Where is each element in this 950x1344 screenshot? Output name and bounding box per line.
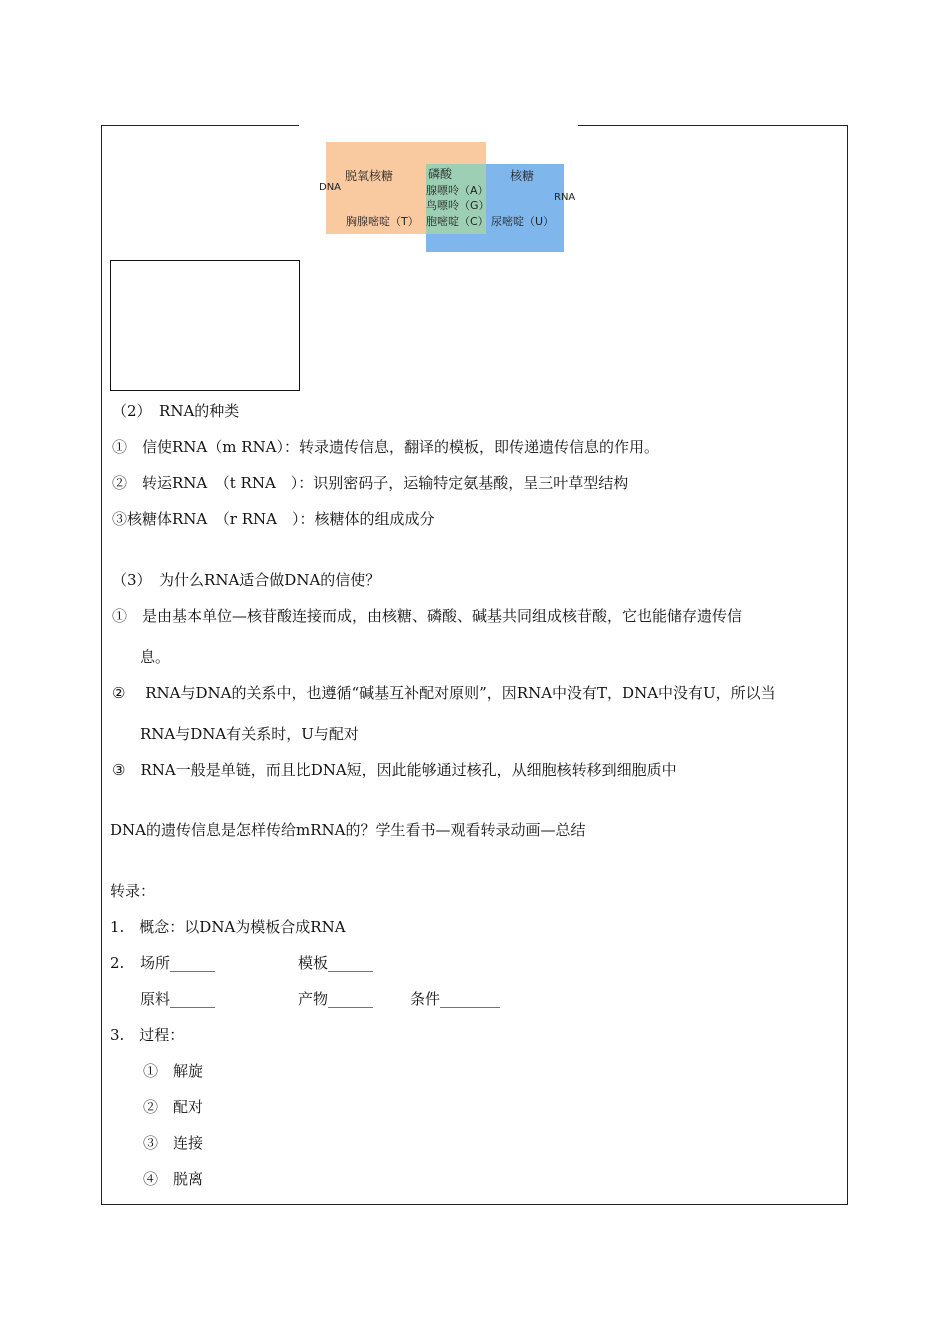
- uracil-label: 尿嘧啶（U）: [491, 215, 555, 228]
- site-blank: 场所______: [140, 954, 216, 972]
- rna-label: RNA: [554, 192, 576, 203]
- section3-item1-line1: ① 是由基本单位—核苷酸连接而成，由核糖、磷酸、碱基共同组成核苷酸，它也能储存遗传信: [112, 607, 743, 625]
- process-step4: ④ 脱离: [143, 1170, 204, 1188]
- section2-item1: ① 信使RNA（m RNA）：转录遗传信息，翻译的模板，即传递遗传信息的作用。: [112, 438, 659, 456]
- template-blank: 模板______: [298, 954, 374, 972]
- deoxyribose-label: 脱氧核糖: [345, 169, 394, 183]
- section2-item3: ③核糖体RNA （r RNA ）：核糖体的组成成分: [112, 510, 435, 528]
- transcription-title: 转录：: [110, 882, 156, 900]
- dna-rna-comparison-diagram: [315, 140, 575, 255]
- table-border-top-right: [578, 125, 848, 126]
- table-border-left: [101, 125, 102, 1205]
- transcription-concept: 1. 概念：以DNA为模板合成RNA: [110, 918, 346, 936]
- phosphate-label: 磷酸: [428, 167, 453, 181]
- table-border-bottom: [101, 1204, 848, 1205]
- process-step1: ① 解旋: [143, 1062, 204, 1080]
- table-border-right: [847, 125, 848, 1205]
- section3-item2-line1: ② RNA与DNA的关系中，也遵循“碱基互补配对原则”，因RNA中没有T，DNA中没有U，所以当: [112, 684, 776, 702]
- section2-item2: ② 转运RNA （t RNA ）：识别密码子，运输特定氨基酸，呈三叶草型结构: [112, 474, 629, 492]
- product-blank: 产物______: [298, 990, 374, 1008]
- section2-heading: （2） RNA的种类: [112, 402, 240, 420]
- question-line: DNA的遗传信息是怎样传给mRNA的？学生看书—观看转录动画—总结: [110, 821, 586, 839]
- cytosine-label: 胞嘧啶（C）: [426, 215, 489, 228]
- guanine-label: 鸟嘌呤（G）: [426, 199, 490, 212]
- table-border-top-left: [101, 125, 299, 126]
- section3-item3: ③ RNA一般是单链，而且比DNA短，因此能够通过核孔，从细胞核转移到细胞质中: [112, 761, 677, 779]
- section3-item1-line2: 息。: [140, 648, 171, 666]
- ribose-label: 核糖: [510, 169, 535, 183]
- section3-item2-line2: RNA与DNA有关系时，U与配对: [140, 725, 359, 743]
- transcription-process: 3. 过程：: [110, 1026, 185, 1044]
- adenine-label: 腺嘌呤（A）: [426, 184, 489, 197]
- dna-label: DNA: [319, 182, 342, 193]
- condition-blank: 条件________: [410, 990, 501, 1008]
- material-blank: 原料______: [140, 990, 216, 1008]
- transcription-num2: 2.: [110, 954, 125, 972]
- process-step2: ② 配对: [143, 1098, 204, 1116]
- section3-heading: （3） 为什么RNA适合做DNA的信使？: [112, 571, 381, 589]
- thymine-label: 胸腺嘧啶（T）: [346, 215, 419, 228]
- process-step3: ③ 连接: [143, 1134, 204, 1152]
- blank-box: [110, 260, 300, 391]
